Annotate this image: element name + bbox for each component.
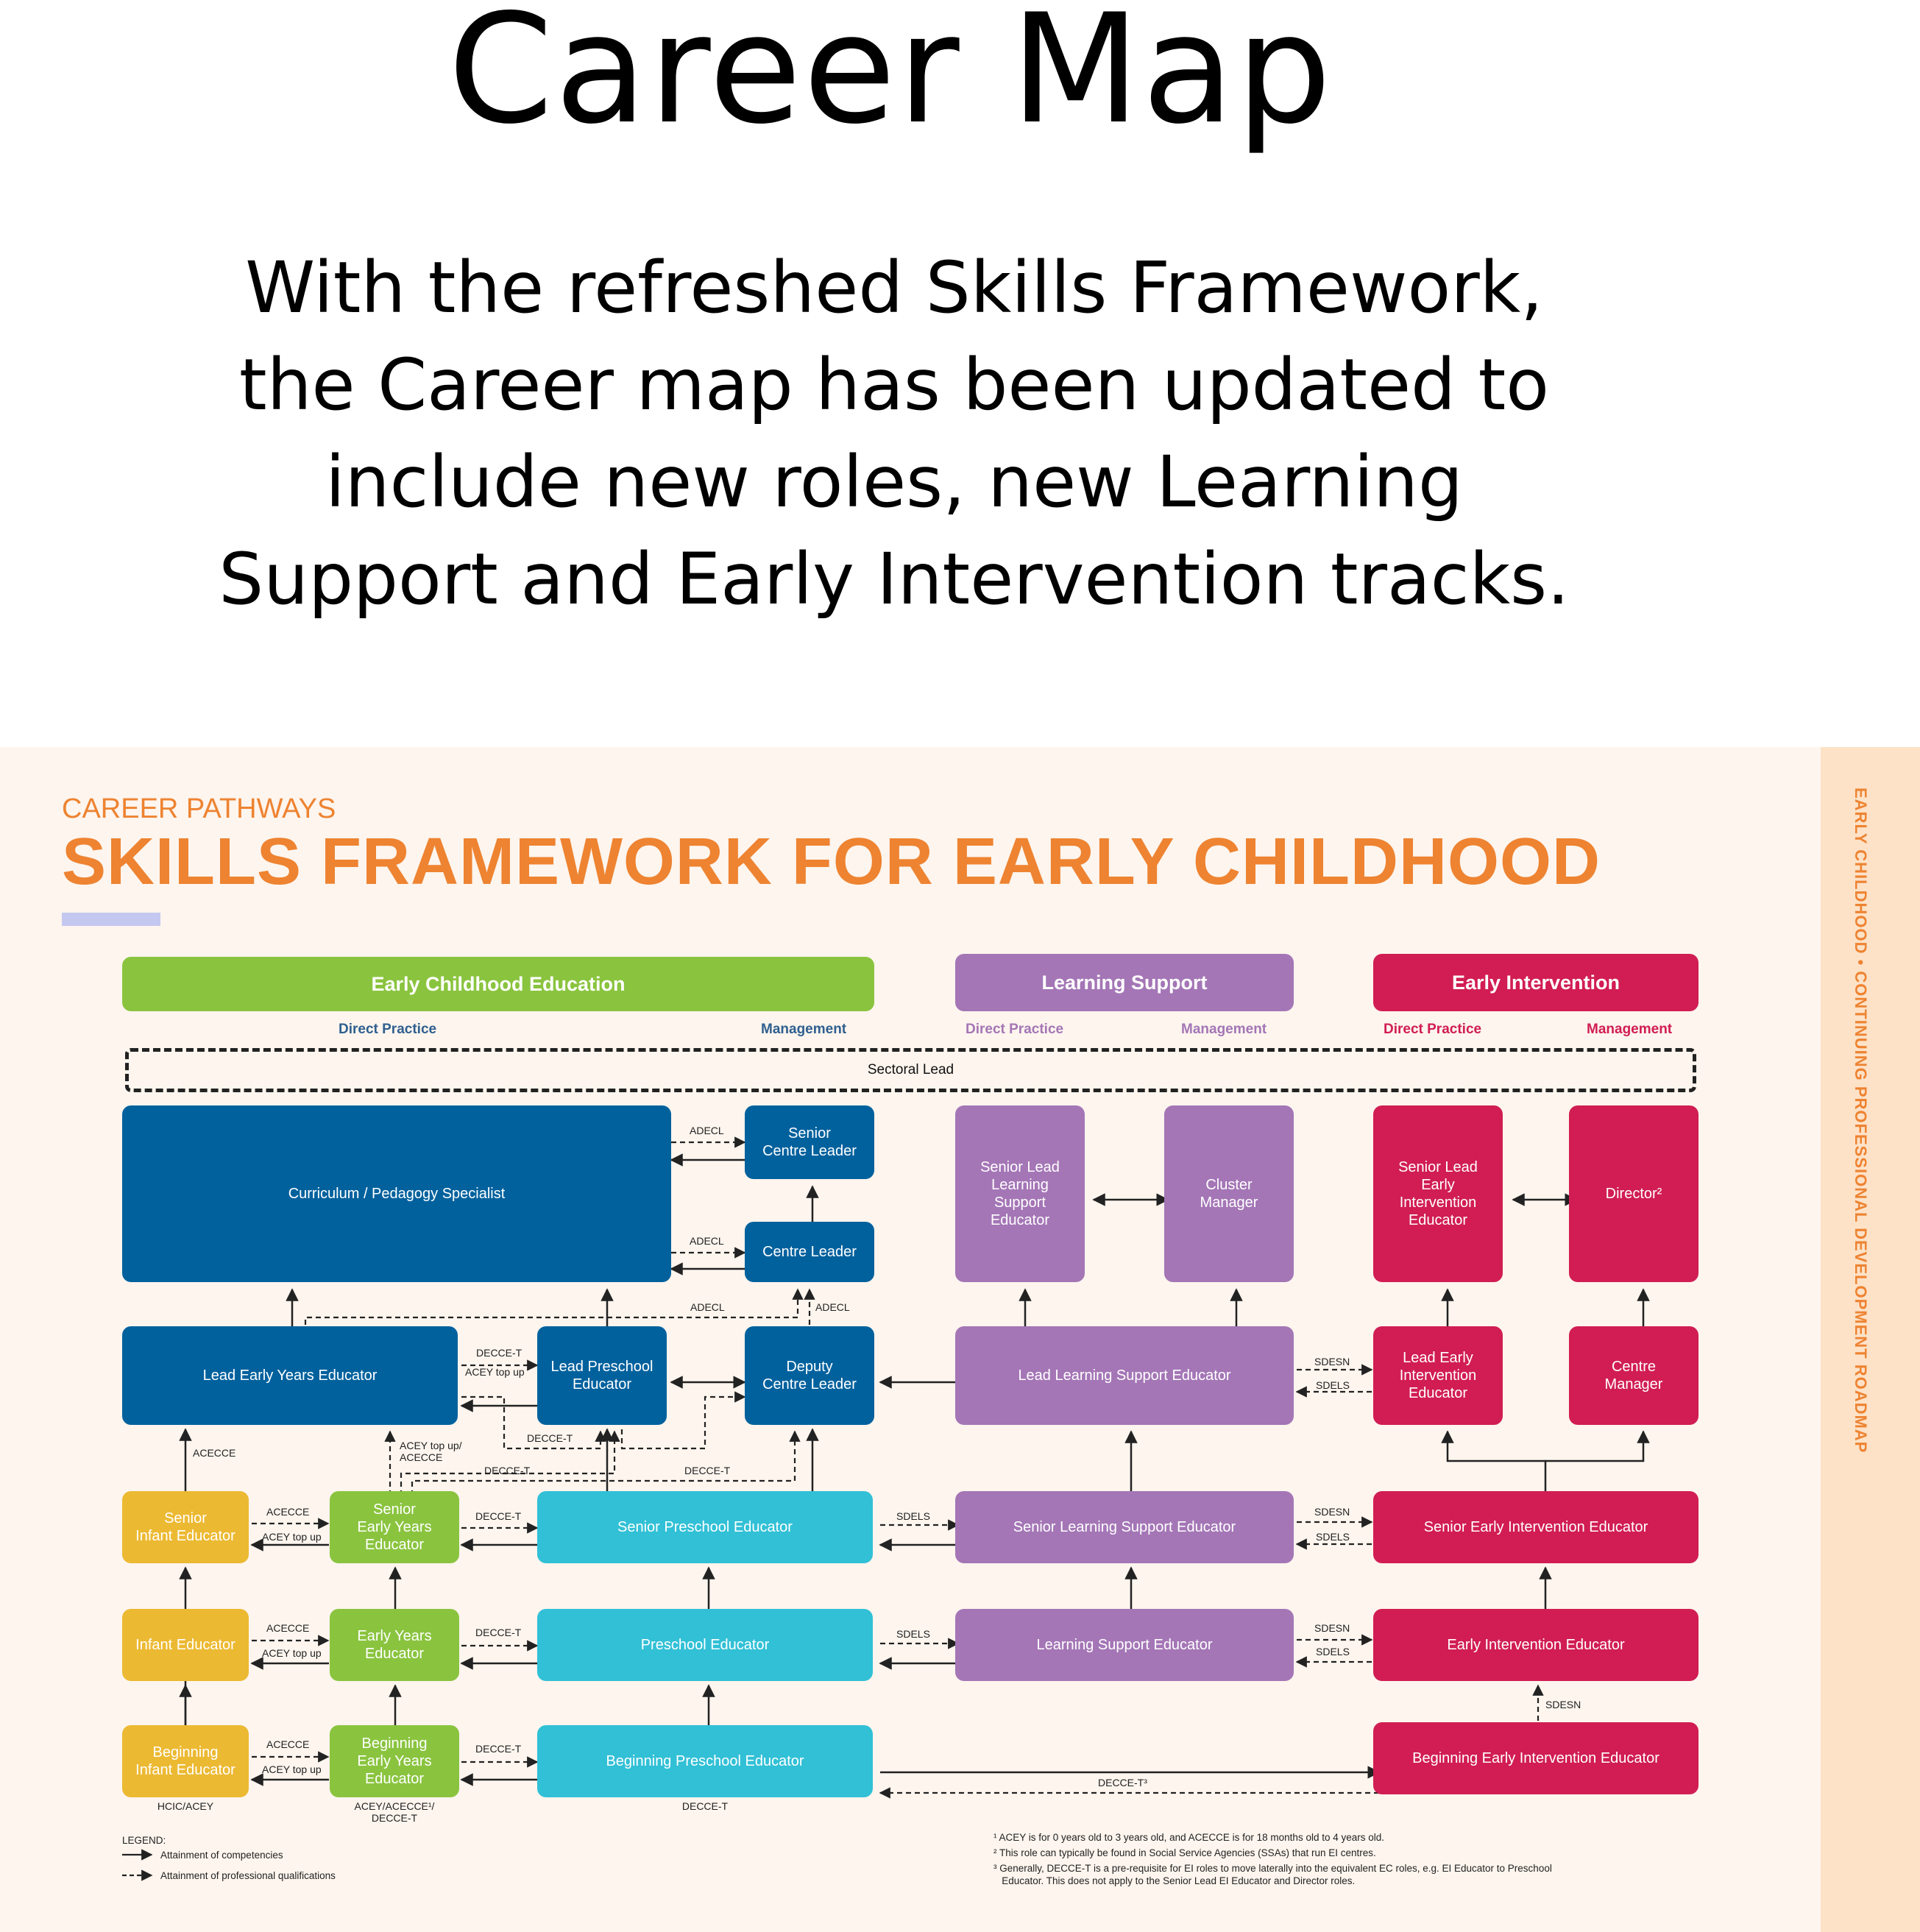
label-sdesn-row3: SDESN: [1314, 1622, 1350, 1634]
label-adecl-deputy: ADECL: [815, 1301, 850, 1313]
label-decce-t3: DECCE-T³: [1098, 1777, 1147, 1788]
track-header-early-intervention: Early Intervention: [1373, 954, 1698, 1011]
role-senior-early-years-educator: Senior Early Years Educator: [330, 1491, 459, 1563]
role-lead-learning-support-educator: Lead Learning Support Educator: [955, 1326, 1294, 1425]
label-sdesn-beginning-ei: SDESN: [1545, 1699, 1581, 1710]
ece-management: Management: [761, 1022, 847, 1037]
label-acecce-senior-infant: ACECCE: [193, 1447, 236, 1459]
label-adecl-mid: ADECL: [690, 1235, 724, 1247]
label-decce-t-row4: DECCE-T: [475, 1743, 522, 1755]
sidebar-caption: EARLY CHILDHOOD • CONTINUING PROFESSIONAL DEVELOPMENT ROADMAP: [1852, 788, 1870, 1454]
label-sdesn-row2: SDESN: [1314, 1506, 1350, 1518]
role-senior-lead-early-intervention-educator: Senior Lead Early Intervention Educator: [1373, 1105, 1503, 1282]
label-decce-t-row2: DECCE-T: [475, 1510, 522, 1522]
label-sdesn-lead: SDESN: [1314, 1356, 1350, 1367]
label-acey-top-up-row4: ACEY top up: [262, 1763, 322, 1775]
label-adecl-lead-ey: ADECL: [690, 1301, 725, 1313]
label-decce-t-beginning-preschool: DECCE-T: [681, 1800, 729, 1812]
role-centre-manager: Centre Manager: [1569, 1326, 1698, 1425]
role-preschool-educator: Preschool Educator: [537, 1609, 873, 1681]
legend-title: LEGEND:: [122, 1835, 166, 1846]
role-director: Director²: [1569, 1105, 1698, 1282]
role-senior-learning-support-educator: Senior Learning Support Educator: [955, 1491, 1294, 1563]
role-cluster-manager: Cluster Manager: [1164, 1105, 1294, 1282]
label-decce-t-row1-right: DECCE-T: [684, 1465, 731, 1476]
label-acey-top-up-row2: ACEY top up: [262, 1531, 322, 1543]
role-beginning-early-intervention-educator: Beginning Early Intervention Educator: [1373, 1722, 1698, 1794]
ls-direct-practice: Direct Practice: [966, 1022, 1064, 1037]
role-senior-infant-educator: Senior Infant Educator: [122, 1491, 249, 1563]
legend-solid-label: Attainment of competencies: [160, 1850, 283, 1861]
arrow-senior-ei-to-centre-manager: [1545, 1432, 1643, 1461]
role-lead-early-intervention-educator: Lead Early Intervention Educator: [1373, 1326, 1503, 1425]
role-senior-centre-leader: Senior Centre Leader: [745, 1105, 874, 1179]
label-sdels-row3: SDELS: [896, 1628, 930, 1640]
footnote-1: ¹ ACEY is for 0 years old to 3 years old, and ACECCE is for 18 months old to 4 years old.: [993, 1832, 1385, 1843]
page-title: Career Map: [447, 0, 1333, 158]
ei-direct-practice: Direct Practice: [1384, 1022, 1482, 1037]
dash-senior-ey-to-deputy-decce: [412, 1432, 795, 1496]
label-hcic-acey: HCIC/ACEY: [157, 1800, 214, 1812]
legend-dashed-label: Attainment of professional qualifications: [160, 1870, 336, 1881]
track-header-learning-support: Learning Support: [955, 954, 1294, 1011]
sectoral-lead-label: Sectoral Lead: [867, 1062, 954, 1078]
label-acecce-row4: ACECCE: [266, 1738, 310, 1750]
role-beginning-infant-educator: Beginning Infant Educator: [122, 1725, 249, 1797]
role-early-intervention-educator: Early Intervention Educator: [1373, 1609, 1698, 1681]
role-lead-preschool-educator: Lead Preschool Educator: [537, 1326, 667, 1425]
label-adecl-top: ADECL: [690, 1125, 724, 1136]
role-centre-leader: Centre Leader: [745, 1222, 874, 1282]
role-beginning-early-years-educator: Beginning Early Years Educator: [330, 1725, 459, 1797]
label-decce-t-lead-ey: DECCE-T: [476, 1347, 522, 1359]
label-acey-top-up-row3: ACEY top up: [262, 1647, 322, 1659]
label-sdels-row3-ei: SDELS: [1316, 1646, 1350, 1657]
ls-management: Management: [1181, 1022, 1267, 1037]
label-sdels-row2: SDELS: [896, 1510, 930, 1522]
role-infant-educator: Infant Educator: [122, 1609, 249, 1681]
track-header-ece: Early Childhood Education: [122, 957, 874, 1011]
label-decce-t-row3: DECCE-T: [475, 1627, 522, 1638]
role-senior-lead-learning-support-educator: Senior Lead Learning Support Educator: [955, 1105, 1085, 1282]
role-early-years-educator: Early Years Educator: [330, 1609, 459, 1681]
label-acey-top-up-acecce: ACEY top up/ ACECCE: [400, 1440, 462, 1463]
footnote-2: ² This role can typically be found in Social Service Agencies (SSAs) that run EI centres.: [993, 1847, 1376, 1858]
role-learning-support-educator: Learning Support Educator: [955, 1609, 1294, 1681]
role-curriculum-pedagogy-specialist: Curriculum / Pedagogy Specialist: [122, 1105, 671, 1282]
label-sdels-lead: SDELS: [1316, 1379, 1350, 1391]
poster-headline: SKILLS FRAMEWORK FOR EARLY CHILDHOOD: [62, 825, 1601, 899]
role-beginning-preschool-educator: Beginning Preschool Educator: [537, 1725, 873, 1797]
role-senior-preschool-educator: Senior Preschool Educator: [537, 1491, 873, 1563]
label-decce-t-lead-preschool: DECCE-T: [527, 1432, 573, 1444]
label-acecce-row2: ACECCE: [266, 1506, 310, 1518]
label-acecce-row3: ACECCE: [266, 1622, 310, 1634]
label-acey-top-up-lead-ey: ACEY top up: [465, 1366, 525, 1378]
role-lead-early-years-educator: Lead Early Years Educator: [122, 1326, 458, 1425]
ei-management: Management: [1587, 1022, 1673, 1037]
ece-direct-practice: Direct Practice: [339, 1022, 437, 1037]
role-senior-early-intervention-educator: Senior Early Intervention Educator: [1373, 1491, 1698, 1563]
footnote-3: ³ Generally, DECCE-T is a pre-requisite for EI roles to move laterally into the equivalent EC roles, e.g. EI Educator to Preschool Educator. This does not apply to the Senior Lead EI Educator and Director roles.: [993, 1863, 1552, 1886]
arrow-senior-ei-to-lead-ei: [1448, 1432, 1545, 1496]
poster-kicker: CAREER PATHWAYS: [62, 793, 336, 824]
sectoral-lead-box: [125, 1048, 1696, 1092]
label-acey-acecce-decce: ACEY/ACECCE¹/ DECCE-T: [354, 1800, 435, 1824]
label-sdels-row2-ei: SDELS: [1316, 1531, 1350, 1543]
intro-paragraph: With the refreshed Skills Framework, the Career map has been updated to include new roles, new Learning Support and Early Intervention tracks.: [219, 247, 1570, 620]
role-deputy-centre-leader: Deputy Centre Leader: [745, 1326, 874, 1425]
label-decce-t-row1-left: DECCE-T: [484, 1465, 531, 1476]
